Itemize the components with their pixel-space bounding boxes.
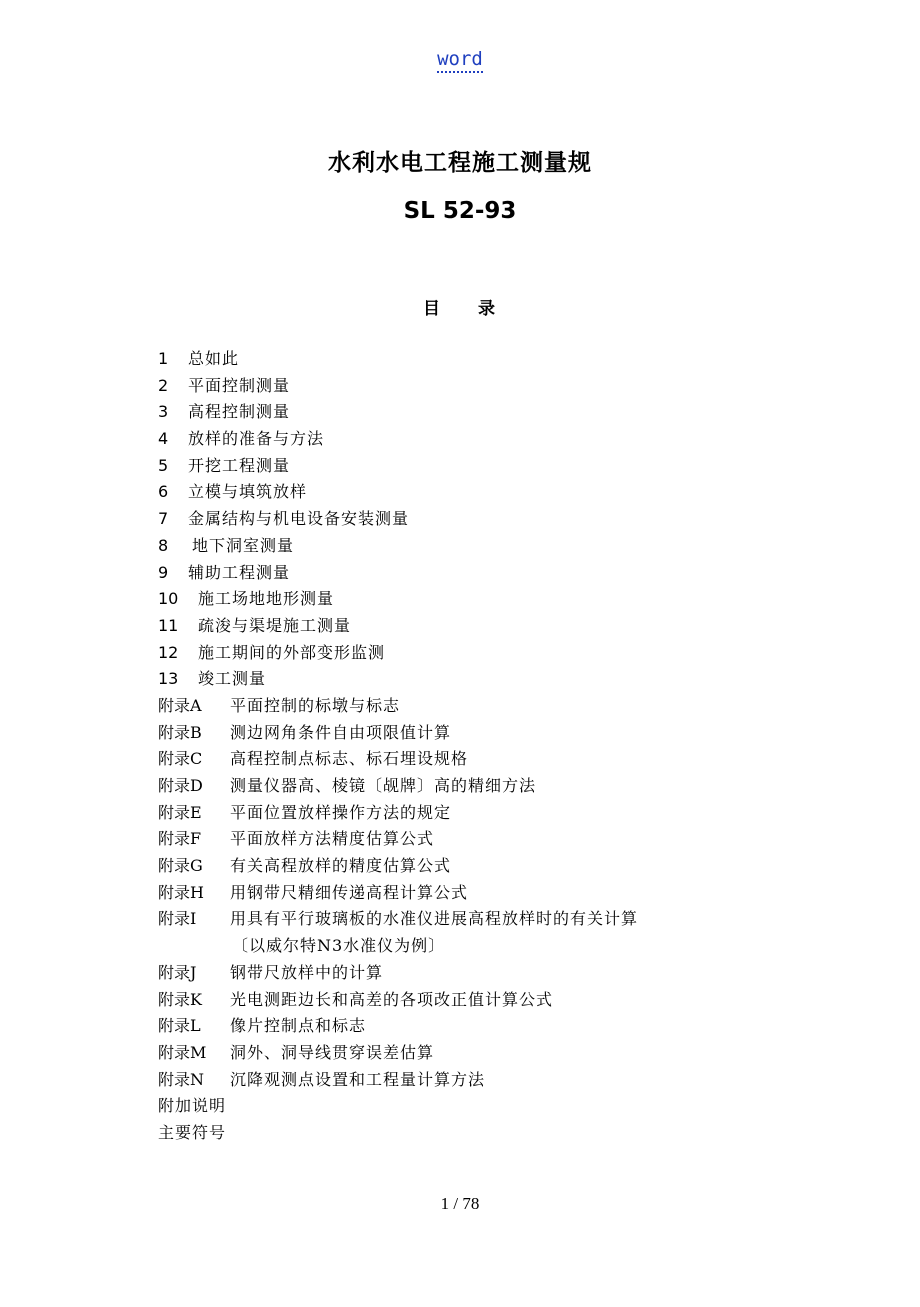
toc-appendix-label: 附录E — [158, 802, 202, 822]
toc-chapter-num: 2 — [158, 375, 169, 395]
toc-chapter-title: 开挖工程测量 — [188, 455, 291, 475]
toc-supplementary-notes: 附加说明 — [158, 1096, 227, 1116]
document-title: 水利水电工程施工测量规 — [328, 150, 592, 176]
toc-appendix-title: 平面控制的标墩与标志 — [230, 695, 401, 715]
toc-appendix-label: 附录J — [158, 962, 197, 982]
toc-appendix-l — [158, 1013, 778, 1040]
toc-appendix-title: 用钢带尺精细传递高程计算公式 — [230, 882, 469, 902]
toc-main-symbols: 主要符号 — [158, 1122, 227, 1142]
toc-chapter-title: 立模与填筑放样 — [188, 482, 308, 502]
toc-chapter-4 — [158, 426, 778, 453]
toc-chapter-num: 11 — [158, 615, 179, 635]
toc-appendix-label: 附录N — [158, 1069, 205, 1089]
toc-chapter-num: 7 — [158, 509, 169, 529]
toc-chapter-title: 高程控制测量 — [188, 402, 291, 422]
toc-appendix-m — [158, 1040, 778, 1067]
toc-chapter-title: 放样的准备与方法 — [188, 429, 325, 449]
toc-chapter-num: 8 — [158, 535, 169, 555]
toc-chapter-title: 平面控制测量 — [188, 375, 291, 395]
toc-chapter-8 — [158, 533, 778, 560]
toc-chapter-6 — [158, 479, 778, 506]
toc-chapter-num: 13 — [158, 669, 179, 689]
toc-appendix-label: 附录G — [158, 856, 203, 876]
toc-chapter-11 — [158, 613, 778, 640]
toc-appendix-label: 附录F — [158, 829, 202, 849]
toc-heading-left: 目 — [423, 299, 442, 319]
toc-appendix-label: 附录M — [158, 1042, 207, 1062]
toc-chapter-9 — [158, 560, 778, 587]
toc-appendix-title: 钢带尺放样中的计算 — [230, 962, 384, 982]
toc-appendix-label: 附录H — [158, 882, 204, 902]
header-word-label: word — [437, 48, 483, 73]
toc-chapter-num: 10 — [158, 589, 179, 609]
toc-chapter-title: 金属结构与机电设备安装测量 — [188, 509, 410, 529]
page-number: 1 / 78 — [440, 1194, 480, 1213]
toc-appendix-title: 平面位置放样操作方法的规定 — [230, 802, 452, 822]
toc-appendix-title: 平面放样方法精度估算公式 — [230, 829, 435, 849]
toc-chapter-13 — [158, 666, 778, 693]
toc-chapter-1 — [158, 346, 778, 373]
toc-appendix-title: 光电测距边长和高差的各项改正值计算公式 — [230, 989, 554, 1009]
toc-chapter-num: 12 — [158, 642, 179, 662]
page-header — [0, 48, 920, 70]
toc-appendix-title: 测量仪器高、棱镜〔觇牌〕高的精细方法 — [230, 776, 537, 795]
toc-appendix-a — [158, 693, 778, 720]
toc-chapter-title: 竣工测量 — [198, 669, 267, 689]
toc-appendix-title: 高程控制点标志、标石埋设规格 — [230, 749, 469, 769]
toc-appendix-d — [158, 773, 778, 800]
toc-heading — [0, 294, 920, 319]
toc-chapter-num: 1 — [158, 349, 169, 368]
toc-appendix-title: 测边网角条件自由项限值计算 — [230, 722, 452, 742]
toc-chapter-num: 3 — [158, 402, 169, 422]
toc-chapter-title: 地下洞室测量 — [192, 535, 295, 555]
toc-chapter-title: 疏浚与渠堤施工测量 — [198, 615, 352, 635]
toc-appendix-h — [158, 880, 778, 907]
toc-chapter-3 — [158, 399, 778, 426]
toc-chapter-10 — [158, 586, 778, 613]
toc-chapter-title: 辅助工程测量 — [188, 562, 291, 582]
toc-chapter-num: 5 — [158, 455, 169, 475]
toc-appendix-title: 用具有平行玻璃板的水准仪进展高程放样时的有关计算 — [230, 909, 639, 929]
toc-appendix-label: 附录L — [158, 1016, 201, 1036]
toc-chapter-title: 总如此 — [188, 349, 240, 368]
toc-chapter-7 — [158, 506, 778, 533]
toc-appendix-label: 附录D — [158, 776, 203, 795]
toc-appendix-c — [158, 746, 778, 773]
toc-appendix-f — [158, 826, 778, 853]
toc-chapter-12 — [158, 640, 778, 667]
toc-appendix-title: 沉降观测点设置和工程量计算方法 — [230, 1069, 486, 1089]
toc-appendix-i — [158, 906, 778, 933]
toc-appendix-k — [158, 987, 778, 1014]
toc-appendix-label: 附录K — [158, 989, 202, 1009]
toc-chapter-title: 施工场地地形测量 — [198, 589, 335, 609]
toc-appendix-j — [158, 960, 778, 987]
table-of-contents — [158, 346, 778, 1147]
toc-appendix-label: 附录B — [158, 722, 202, 742]
toc-appendix-i-continuation: 〔以威尔特N3水准仪为例〕 — [232, 936, 446, 956]
toc-chapter-title: 施工期间的外部变形监测 — [198, 642, 386, 662]
toc-heading-right: 录 — [478, 299, 497, 319]
toc-appendix-n — [158, 1067, 778, 1094]
toc-appendix-title: 有关高程放样的精度估算公式 — [230, 856, 452, 876]
toc-chapter-num: 4 — [158, 429, 169, 449]
toc-appendix-title: 洞外、洞导线贯穿误差估算 — [230, 1042, 435, 1062]
toc-appendix-label: 附录A — [158, 695, 202, 715]
toc-appendix-label: 附录I — [158, 909, 197, 929]
toc-appendix-title: 像片控制点和标志 — [230, 1016, 367, 1036]
toc-appendix-e — [158, 800, 778, 827]
document-code: SL 52-93 — [403, 198, 517, 224]
toc-chapter-5 — [158, 453, 778, 480]
toc-appendix-label: 附录C — [158, 749, 203, 769]
toc-chapter-num: 9 — [158, 562, 169, 582]
toc-chapter-2 — [158, 373, 778, 400]
toc-chapter-num: 6 — [158, 482, 169, 502]
toc-appendix-b — [158, 720, 778, 747]
toc-appendix-g — [158, 853, 778, 880]
